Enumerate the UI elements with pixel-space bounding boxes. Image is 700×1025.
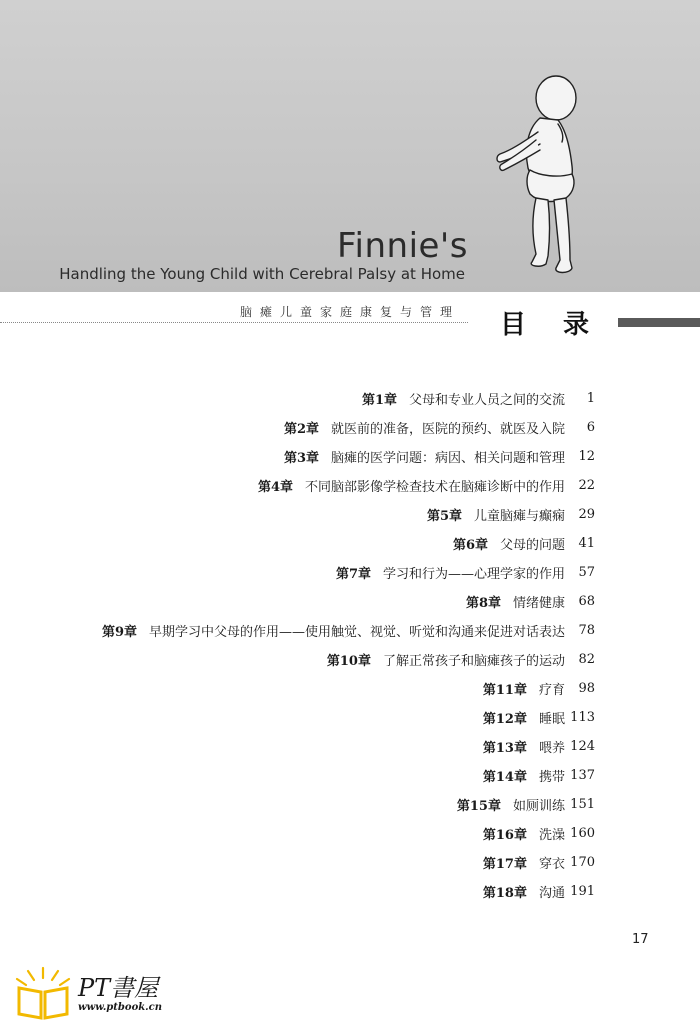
chapter-title: 学习和行为——心理学家的作用	[382, 567, 565, 582]
book-subtitle-chinese: 脑瘫儿童家庭康复与管理	[239, 305, 460, 319]
chapter-title: 疗育	[538, 683, 565, 698]
chapter-title: 如厕训练	[512, 799, 565, 814]
chapter-page: 22	[578, 478, 595, 493]
book-series-title: Finnie's	[336, 226, 468, 266]
chapter-page: 1	[586, 391, 595, 406]
chapter-title: 睡眠	[538, 712, 565, 727]
chapter-page: 57	[578, 565, 595, 580]
chapter-page: 98	[578, 681, 595, 696]
chapter-title: 洗澡	[538, 828, 565, 843]
watermark-logo[interactable]	[14, 964, 184, 1020]
toc-entry[interactable]	[102, 877, 595, 906]
toc-entry[interactable]	[102, 442, 595, 471]
chapter-number: 第18章	[482, 886, 527, 901]
toc-entry[interactable]	[102, 558, 595, 587]
toc-entry[interactable]	[102, 413, 595, 442]
chapter-page: 151	[570, 797, 595, 812]
toc-entry[interactable]	[102, 384, 595, 413]
chapter-number: 第15章	[456, 799, 501, 814]
chapter-title: 沟通	[538, 886, 565, 901]
chapter-number: 第5章	[426, 509, 462, 524]
toc-entry[interactable]	[102, 529, 595, 558]
toc-entry[interactable]	[102, 761, 595, 790]
chapter-title: 儿童脑瘫与癫痫	[473, 509, 565, 524]
chapter-page: 160	[570, 826, 595, 841]
chapter-page: 82	[578, 652, 595, 667]
chapter-number: 第8章	[465, 596, 501, 611]
chapter-page: 6	[586, 420, 595, 435]
chapter-page: 170	[570, 855, 595, 870]
dotted-divider	[0, 322, 468, 323]
chapter-number: 第13章	[482, 741, 527, 756]
watermark-url: www.ptbook.cn	[78, 1002, 163, 1013]
toc-entry[interactable]	[102, 674, 595, 703]
chapter-title: 父母和专业人员之间的交流	[408, 393, 565, 408]
chapter-title: 情绪健康	[512, 596, 565, 611]
toc-entry[interactable]	[102, 500, 595, 529]
chapter-number: 第2章	[283, 422, 319, 437]
chapter-title: 脑瘫的医学问题：病因、相关问题和管理	[330, 451, 565, 466]
side-bar-accent	[618, 318, 700, 327]
chapter-page: 137	[570, 768, 595, 783]
chapter-number: 第9章	[101, 625, 137, 640]
toc-entry[interactable]	[102, 819, 595, 848]
page-number: 17	[632, 932, 649, 947]
chapter-page: 68	[578, 594, 595, 609]
chapter-number: 第7章	[335, 567, 371, 582]
book-subtitle-english: Handling the Young Child with Cerebral Palsy at Home	[59, 265, 465, 283]
chapter-page: 113	[570, 710, 595, 725]
toc-entry[interactable]	[102, 645, 595, 674]
chapter-title: 父母的问题	[499, 538, 565, 553]
toc-entry[interactable]	[102, 616, 595, 645]
toc-list	[102, 384, 595, 906]
toc-entry[interactable]	[102, 703, 595, 732]
chapter-number: 第11章	[482, 683, 527, 698]
chapter-title: 喂养	[538, 741, 565, 756]
chapter-title: 早期学习中父母的作用——使用触觉、视觉、听觉和沟通来促进对话表达	[148, 625, 565, 640]
watermark-name: PT書屋	[78, 974, 159, 1002]
chapter-number: 第3章	[283, 451, 319, 466]
toc-entry[interactable]	[102, 732, 595, 761]
chapter-number: 第16章	[482, 828, 527, 843]
chapter-number: 第4章	[257, 480, 293, 495]
chapter-page: 78	[578, 623, 595, 638]
toc-entry[interactable]	[102, 848, 595, 877]
baby-illustration-icon	[488, 70, 588, 280]
chapter-page: 191	[570, 884, 595, 899]
chapter-page: 29	[578, 507, 595, 522]
chapter-title: 携带	[538, 770, 565, 785]
chapter-title: 就医前的准备，医院的预约、就医及入院	[330, 422, 565, 437]
chapter-number: 第1章	[361, 393, 397, 408]
toc-entry[interactable]	[102, 587, 595, 616]
toc-entry[interactable]	[102, 790, 595, 819]
chapter-title: 了解正常孩子和脑瘫孩子的运动	[382, 654, 565, 669]
chapter-number: 第14章	[482, 770, 527, 785]
chapter-page: 41	[578, 536, 595, 551]
toc-heading: 目 录	[500, 310, 604, 340]
toc-entry[interactable]	[102, 471, 595, 500]
book-logo-icon	[14, 964, 72, 1020]
chapter-title: 不同脑部影像学检查技术在脑瘫诊断中的作用	[304, 480, 565, 495]
chapter-page: 124	[570, 739, 595, 754]
chapter-page: 12	[578, 449, 595, 464]
chapter-number: 第10章	[326, 654, 371, 669]
chapter-number: 第6章	[452, 538, 488, 553]
chapter-number: 第12章	[482, 712, 527, 727]
chapter-title: 穿衣	[538, 857, 565, 872]
chapter-number: 第17章	[482, 857, 527, 872]
